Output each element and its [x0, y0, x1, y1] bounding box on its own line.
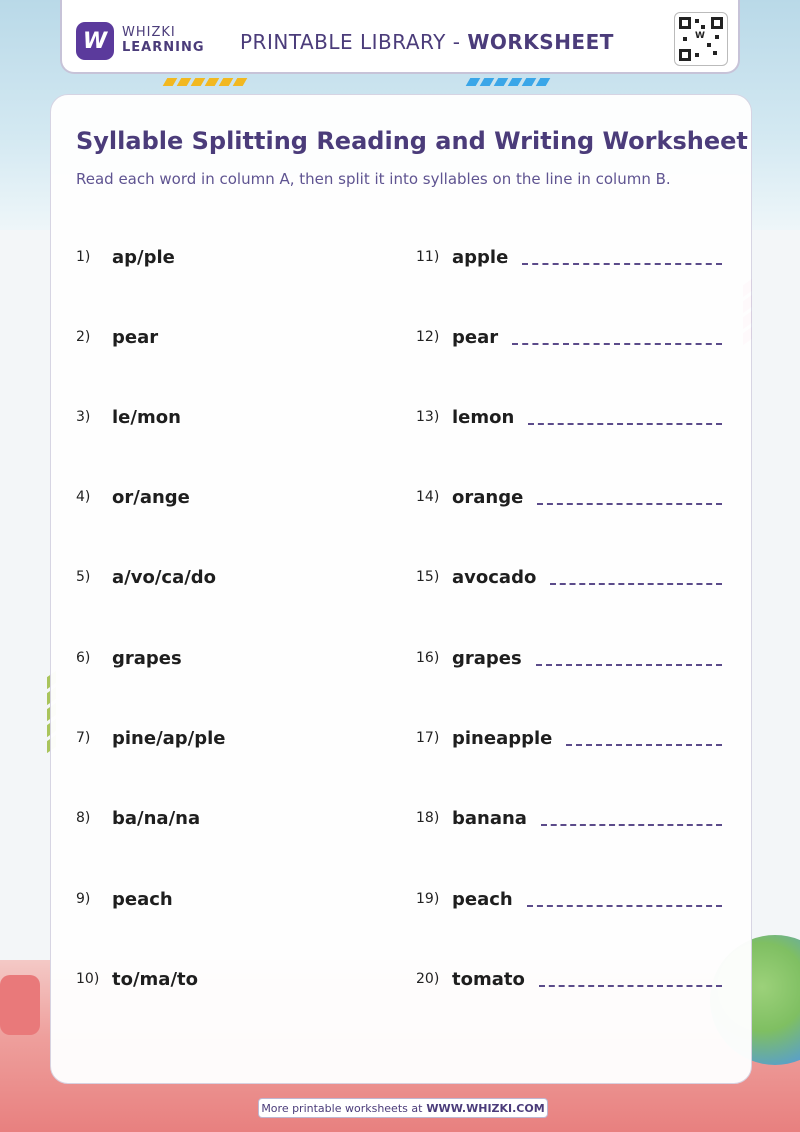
item-number: 6) — [76, 650, 91, 666]
word-to-split: avocado — [452, 566, 537, 588]
column-b-item — [416, 884, 722, 914]
answer-line[interactable] — [550, 569, 722, 585]
syllable-split-word: grapes — [112, 647, 182, 669]
column-b-item — [416, 562, 722, 592]
column-b-item — [416, 402, 722, 432]
header-bar — [60, 0, 740, 74]
whizki-logo-icon[interactable]: W — [76, 22, 114, 60]
worksheet-title: Syllable Splitting Reading and Writing Worksheet — [76, 127, 748, 155]
item-number: 5) — [76, 569, 91, 585]
syllable-split-word: ap/ple — [112, 246, 175, 268]
column-a-item — [76, 242, 175, 272]
item-number: 20) — [416, 971, 440, 987]
column-a-item — [76, 723, 226, 753]
syllable-split-word: peach — [112, 888, 173, 910]
syllable-split-word: le/mon — [112, 406, 181, 428]
item-number: 11) — [416, 249, 440, 265]
column-a-item — [76, 643, 182, 673]
item-number: 8) — [76, 810, 91, 826]
answer-line[interactable] — [527, 891, 722, 907]
tape-decoration-yellow — [165, 78, 245, 86]
item-number: 14) — [416, 489, 440, 505]
column-b-item — [416, 643, 722, 673]
answer-line[interactable] — [512, 329, 722, 345]
syllable-split-word: ba/na/na — [112, 807, 201, 829]
word-to-split: grapes — [452, 647, 522, 669]
syllable-split-word: pear — [112, 326, 159, 348]
word-to-split: orange — [452, 486, 524, 508]
column-a-item — [76, 884, 173, 914]
word-to-split: lemon — [452, 406, 515, 428]
rock-illustration — [0, 975, 40, 1035]
word-to-split: apple — [452, 246, 509, 268]
worksheet-instructions: Read each word in column A, then split it into syllables on the line in column B. — [76, 170, 671, 188]
syllable-split-word: pine/ap/ple — [112, 727, 226, 749]
column-a-item — [76, 964, 198, 994]
item-number: 2) — [76, 329, 91, 345]
answer-line[interactable] — [541, 810, 722, 826]
word-to-split: tomato — [452, 968, 525, 990]
column-a-item — [76, 322, 158, 352]
brand-name-line1: WHIZKI — [122, 25, 176, 40]
answer-line[interactable] — [536, 650, 722, 666]
column-a-item — [76, 482, 190, 512]
item-number: 17) — [416, 730, 440, 746]
item-number: 15) — [416, 569, 440, 585]
column-b-item — [416, 482, 722, 512]
word-to-split: pear — [452, 326, 499, 348]
footer-text: More printable worksheets at — [261, 1101, 423, 1115]
item-number: 19) — [416, 891, 440, 907]
item-number: 16) — [416, 650, 440, 666]
item-number: 18) — [416, 810, 440, 826]
answer-line[interactable] — [566, 730, 722, 746]
item-number: 1) — [76, 249, 91, 265]
footer-banner[interactable] — [258, 1098, 548, 1118]
item-number: 12) — [416, 329, 440, 345]
answer-line[interactable] — [539, 971, 722, 987]
brand-name[interactable] — [122, 25, 205, 55]
tape-decoration-blue — [468, 78, 548, 86]
answer-line[interactable] — [537, 489, 722, 505]
column-a-item — [76, 562, 216, 592]
item-number: 7) — [76, 730, 91, 746]
word-to-split: banana — [452, 807, 527, 829]
word-to-split: pineapple — [452, 727, 553, 749]
header-title: PRINTABLE LIBRARY - WORKSHEET — [240, 30, 614, 54]
syllable-split-word: to/ma/to — [112, 968, 198, 990]
word-to-split: peach — [452, 888, 513, 910]
column-a-item — [76, 402, 181, 432]
item-number: 10) — [76, 971, 100, 987]
answer-line[interactable] — [528, 409, 722, 425]
item-number: 3) — [76, 409, 91, 425]
brand-name-line2: LEARNING — [122, 40, 205, 55]
answer-line[interactable] — [522, 249, 722, 265]
syllable-split-word: a/vo/ca/do — [112, 566, 217, 588]
column-b-item — [416, 242, 722, 272]
footer-link[interactable]: WWW.WHIZKI.COM — [426, 1101, 545, 1115]
item-number: 4) — [76, 489, 91, 505]
qr-code-icon — [674, 12, 728, 66]
qr-label: W — [695, 31, 705, 41]
column-a-item — [76, 803, 200, 833]
column-b-item — [416, 322, 722, 352]
item-number: 13) — [416, 409, 440, 425]
item-number: 9) — [76, 891, 91, 907]
column-b-item — [416, 964, 722, 994]
syllable-split-word: or/ange — [112, 486, 190, 508]
column-b-item — [416, 723, 722, 753]
column-b-item — [416, 803, 722, 833]
